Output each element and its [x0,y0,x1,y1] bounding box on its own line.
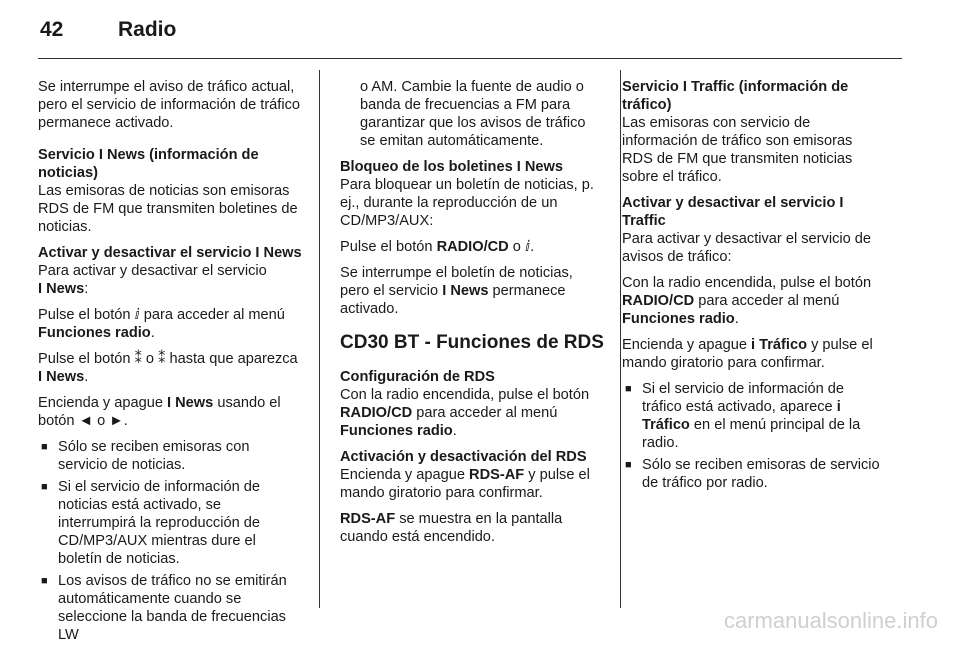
rds-toggle-step: Encienda y apague RDS-AF y pulse el mando giratorio para confirmar. [340,467,590,501]
list-item: ■ Los avisos de tráfico no se emitirán automáticamente cuando se seleccione la banda de frecuencias LW [38,572,302,644]
column-divider-2 [620,70,621,608]
block-news-step: Pulse el botón RADIO/CD o ⅈ. [340,239,535,255]
news-description: Las emisoras de noticias son emisoras RDS de FM que transmiten boletines de noticias. [38,183,298,235]
traffic-toggle-heading: Activar y desactivar el servicio I Traffic [622,195,844,229]
section-title: Radio [118,18,177,41]
arrow-up-icon: ⁑ [134,351,142,367]
traffic-heading: Servicio I Traffic (información de tráfico) [622,79,849,113]
news-step-3: Encienda y apague I News usando el botón ◄ o ►. [38,395,281,429]
list-item: ■ Sólo se reciben emisoras de servicio de tráfico por radio. [622,456,886,492]
column-1 [38,78,302,652]
block-news-heading: Bloqueo de los boletines I News [340,159,563,175]
traffic-notes-list [622,380,886,492]
traffic-toggle-intro: Para activar y desactivar el servicio de avisos de tráfico: [622,231,872,265]
traffic-step-1: Con la radio encendida, pulse el botón RADIO/CD para acceder al menú Funciones radio. [622,275,872,327]
arrow-down-icon: ⁑ [158,351,166,367]
info-button-icon: ⅈ [134,307,140,323]
column-2 [340,78,604,554]
rds-section-title: CD30 BT - Funciones de RDS [340,332,604,353]
watermark: carmanualsonline.info [723,608,938,633]
news-toggle-intro: Para activar y desactivar el servicio I News: [38,263,267,297]
page-number: 42 [40,18,64,41]
list-item: ■ Si el servicio de información de noticias está activado, se interrumpirá la reproducción de CD/MP3/AUX mientras dure el boletín de noticias. [38,478,302,568]
news-toggle-heading: Activar y desactivar el servicio I News [38,245,302,261]
news-step-1: Pulse el botón ⅈ para acceder al menú Funciones radio. [38,307,285,341]
rds-toggle-result: RDS-AF se muestra en la pantalla cuando está encendido. [340,511,563,545]
rds-config-step: Con la radio encendida, pulse el botón RADIO/CD para acceder al menú Funciones radio. [340,387,590,439]
news-heading: Servicio I News (información de noticias) [38,147,259,181]
rds-toggle-heading: Activación y desactivación del RDS [340,449,587,465]
info-button-icon: ⅈ [524,239,531,255]
column-divider-1 [319,70,320,608]
header-rule [38,58,902,59]
block-news-result: Se interrumpe el boletín de noticias, pero el servicio I News permanece activado. [340,265,573,317]
news-notes-list [38,438,302,644]
rds-config-heading: Configuración de RDS [340,369,495,385]
list-item: ■ Sólo se reciben emisoras con servicio de noticias. [38,438,302,474]
continued-bullet-text: o AM. Cambie la fuente de audio o banda de frecuencias a FM para garantizar que los avisos de tráfico se emitan automáticamente. [360,79,586,149]
list-item: ■ Si el servicio de información de tráfico está activado, aparece i Tráfico en el menú principal de la radio. [622,380,886,452]
intro-paragraph: Se interrumpe el aviso de tráfico actual, pero el servicio de información de tráfico permanece activado. [38,79,301,131]
news-step-2: Pulse el botón ⁑ o ⁑ hasta que aparezca I News. [38,351,298,385]
traffic-description: Las emisoras con servicio de información de tráfico son emisoras RDS de FM que transmiten noticias sobre el tráfico. [622,115,853,185]
traffic-step-2: Encienda y apague i Tráfico y pulse el mando giratorio para confirmar. [622,337,873,371]
page-header [40,18,176,42]
column-3 [622,78,886,500]
block-news-description: Para bloquear un boletín de noticias, p. ej., durante la reproducción de un CD/MP3/AUX: [340,177,594,229]
